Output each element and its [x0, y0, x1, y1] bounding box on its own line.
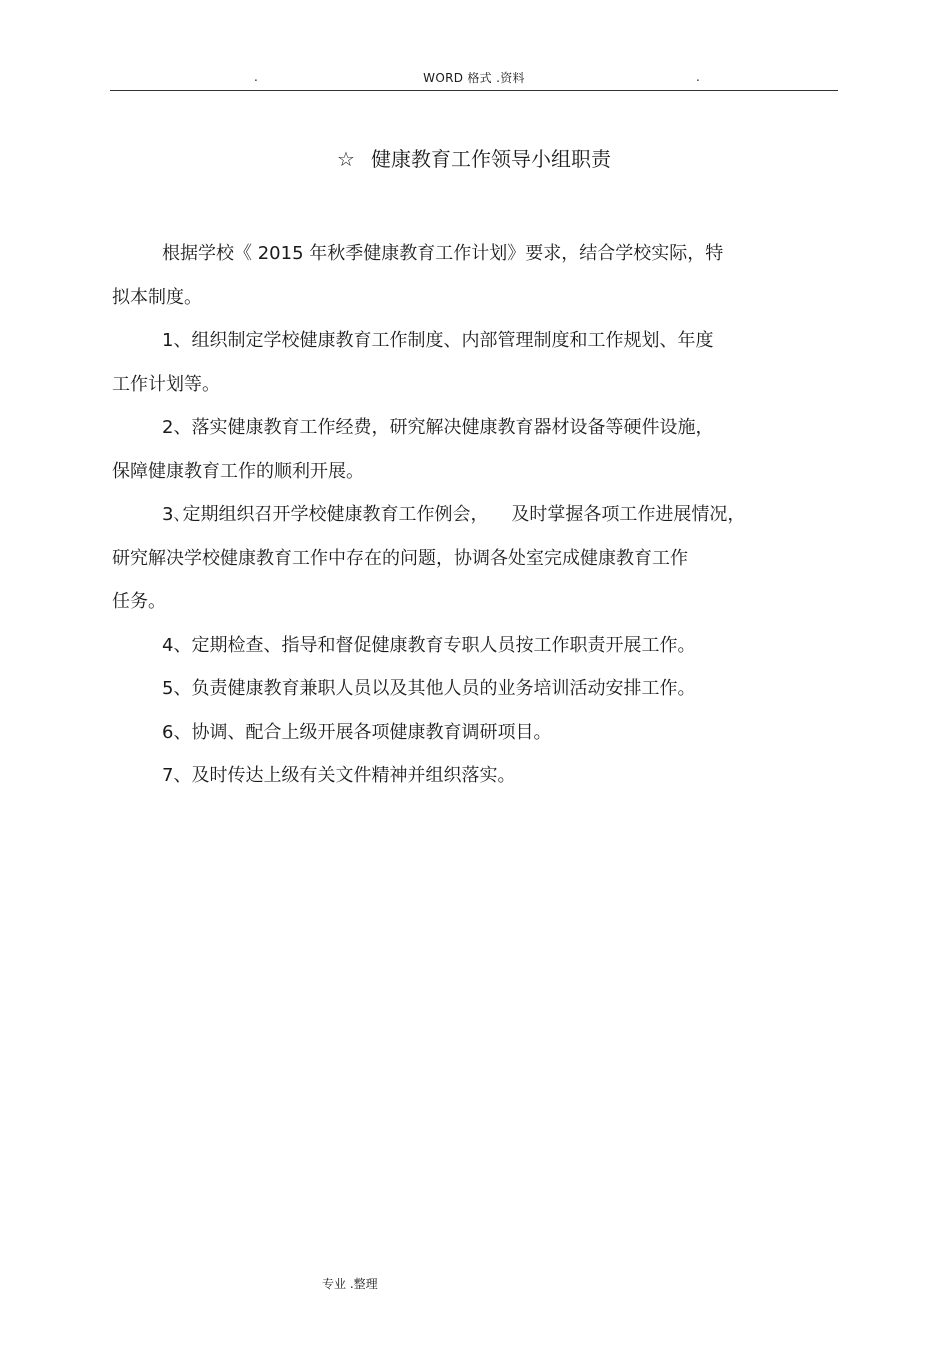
paragraph-line: 研究解决学校健康教育工作中存在的问题，协调各处室完成健康教育工作 — [112, 547, 688, 569]
paragraph-intro — [112, 232, 812, 319]
paragraph-line: 7、及时传达上级有关文件精神并组织落实。 — [162, 765, 516, 786]
paragraph-line: 6、协调、配合上级开展各项健康教育调研项目。 — [162, 721, 552, 743]
paragraph-line: 4、定期检查、指导和督促健康教育专职人员按工作职责开展工作。 — [162, 634, 696, 656]
document-body — [112, 232, 812, 798]
paragraph-item-4 — [112, 624, 812, 668]
paragraph-item-2 — [112, 406, 812, 493]
paragraph-line: 保障健康教育工作的顺利开展。 — [112, 460, 364, 482]
paragraph-line: 工作计划等。 — [112, 373, 220, 395]
paragraph-line: 3､定期组织召开学校健康教育工作例会， 及时掌握各项工作进展情况， — [162, 504, 746, 525]
document-title — [110, 146, 838, 172]
title-text: 健康教育工作领导小组职责 — [370, 147, 611, 171]
paragraph-line: 任务。 — [112, 591, 166, 612]
page-header — [110, 68, 838, 91]
header-dot-left: . — [254, 70, 258, 84]
star-icon: ☆ — [337, 147, 355, 171]
paragraph-item-3 — [112, 493, 812, 624]
paragraph-line: 1、组织制定学校健康教育工作制度、内部管理制度和工作规划、年度 — [162, 330, 714, 351]
paragraph-line: 根据学校《 2015 年秋季健康教育工作计划》要求，结合学校实际，特 — [162, 243, 724, 264]
paragraph-item-6 — [112, 711, 812, 755]
paragraph-item-5 — [112, 667, 812, 711]
page-footer: 专业 .整理 — [322, 1277, 378, 1291]
header-dot-right: . — [696, 70, 700, 84]
paragraph-line: 拟本制度。 — [112, 286, 202, 308]
header-text: WORD 格式 .资料 — [423, 71, 525, 85]
paragraph-line: 5、负责健康教育兼职人员以及其他人员的业务培训活动安排工作。 — [162, 678, 696, 699]
paragraph-line: 2、落实健康教育工作经费，研究解决健康教育器材设备等硬件设施， — [162, 417, 714, 438]
paragraph-item-1 — [112, 319, 812, 406]
paragraph-item-7 — [112, 754, 812, 798]
